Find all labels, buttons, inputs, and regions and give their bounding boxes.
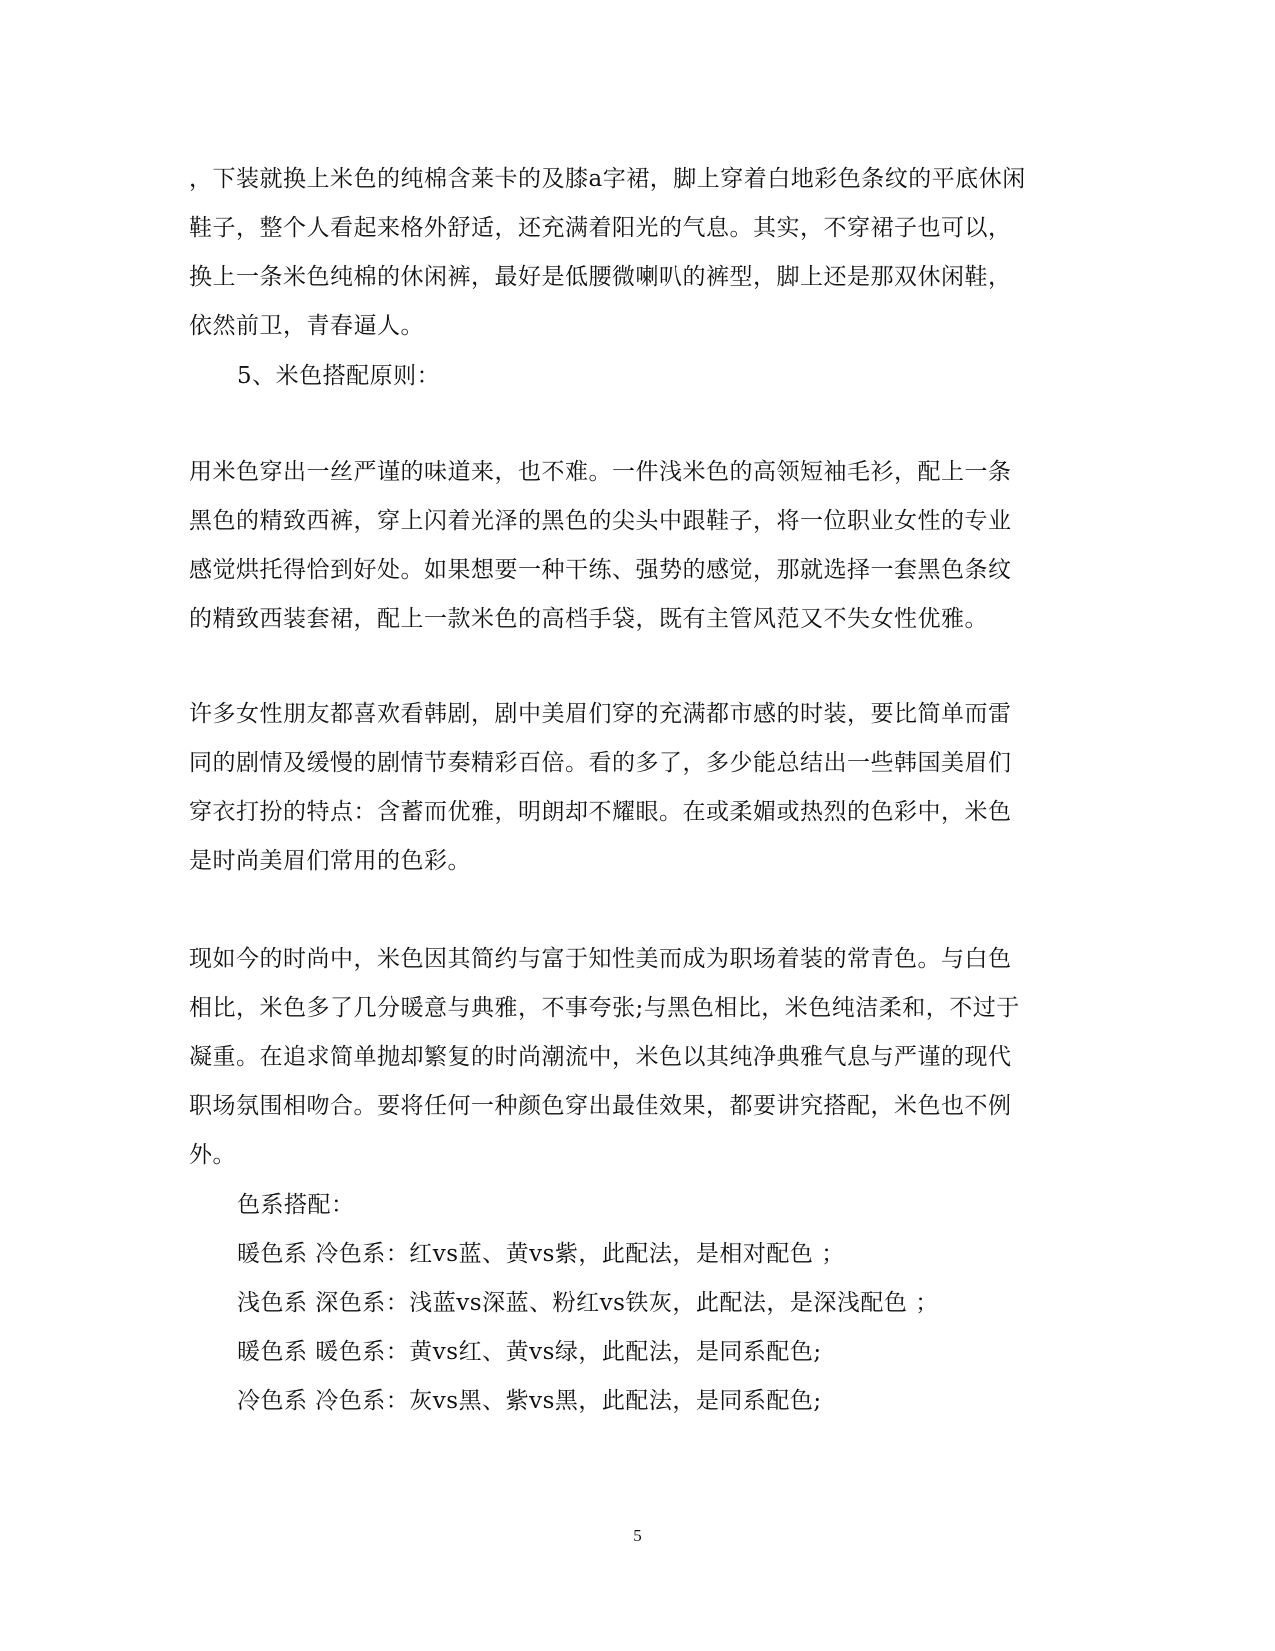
paragraph-4-line: 职场氛围相吻合。要将任何一种颜色穿出最佳效果，都要讲究搭配，米色也不例 bbox=[189, 1093, 1012, 1119]
paragraph-3-line: 是时尚美眉们常用的色彩。 bbox=[189, 848, 471, 874]
color-matching-section bbox=[189, 1181, 1089, 1426]
paragraph-2-line: 感觉烘托得恰到好处。如果想要一种干练、强势的感觉，那就选择一套黑色条纹 bbox=[189, 557, 1012, 583]
paragraph-1 bbox=[189, 155, 1089, 351]
paragraph-1-line: ，下装就换上米色的纯棉含莱卡的及膝a字裙，脚上穿着白地彩色条纹的平底休闲 bbox=[189, 166, 1026, 192]
paragraph-4-line: 外。 bbox=[189, 1142, 236, 1168]
paragraph-3-line: 穿衣打扮的特点：含蓄而优雅，明朗却不耀眼。在或柔媚或热烈的色彩中，米色 bbox=[189, 799, 1012, 825]
paragraph-4-line: 相比，米色多了几分暖意与典雅，不事夸张;与黑色相比，米色纯洁柔和，不过于 bbox=[189, 995, 1020, 1021]
section-heading-5 bbox=[189, 352, 1089, 401]
paragraph-4-line: 现如今的时尚中，米色因其简约与富于知性美而成为职场着装的常青色。与白色 bbox=[189, 946, 1012, 972]
color-matching-item: 暖色系 暖色系：黄vs红、黄vs绿，此配法，是同系配色; bbox=[237, 1339, 822, 1365]
paragraph-3 bbox=[189, 690, 1089, 886]
color-matching-item: 暖色系 冷色系：红vs蓝、黄vs紫，此配法，是相对配色 ； bbox=[237, 1241, 845, 1267]
color-matching-item: 浅色系 深色系：浅蓝vs深蓝、粉红vs铁灰，此配法，是深浅配色 ； bbox=[237, 1290, 939, 1316]
color-section-title: 色系搭配： bbox=[237, 1192, 355, 1218]
paragraph-2 bbox=[189, 448, 1089, 644]
paragraph-3-line: 许多女性朋友都喜欢看韩剧，剧中美眉们穿的充满都市感的时装，要比简单而雷 bbox=[189, 701, 1012, 727]
paragraph-2-line: 的精致西装套裙，配上一款米色的高档手袋，既有主管风范又不失女性优雅。 bbox=[189, 606, 988, 632]
paragraph-1-line: 鞋子，整个人看起来格外舒适，还充满着阳光的气息。其实，不穿裙子也可以， bbox=[189, 215, 1012, 241]
page-number: 5 bbox=[633, 1526, 642, 1545]
paragraph-3-line: 同的剧情及缓慢的剧情节奏精彩百倍。看的多了，多少能总结出一些韩国美眉们 bbox=[189, 750, 1012, 776]
paragraph-4 bbox=[189, 935, 1089, 1180]
color-matching-item: 冷色系 冷色系：灰vs黑、紫vs黑，此配法，是同系配色; bbox=[237, 1388, 822, 1414]
paragraph-1-line: 换上一条米色纯棉的休闲裤，最好是低腰微喇叭的裤型，脚上还是那双休闲鞋， bbox=[189, 264, 1012, 290]
paragraph-2-line: 黑色的精致西裤，穿上闪着光泽的黑色的尖头中跟鞋子，将一位职业女性的专业 bbox=[189, 508, 1012, 534]
paragraph-2-line: 用米色穿出一丝严谨的味道来，也不难。一件浅米色的高领短袖毛衫，配上一条 bbox=[189, 459, 1012, 485]
section-heading-text: 5、米色搭配原则： bbox=[237, 363, 441, 389]
paragraph-4-line: 凝重。在追求简单抛却繁复的时尚潮流中，米色以其纯净典雅气息与严谨的现代 bbox=[189, 1044, 1012, 1070]
paragraph-1-line: 依然前卫，青春逼人。 bbox=[189, 313, 424, 339]
